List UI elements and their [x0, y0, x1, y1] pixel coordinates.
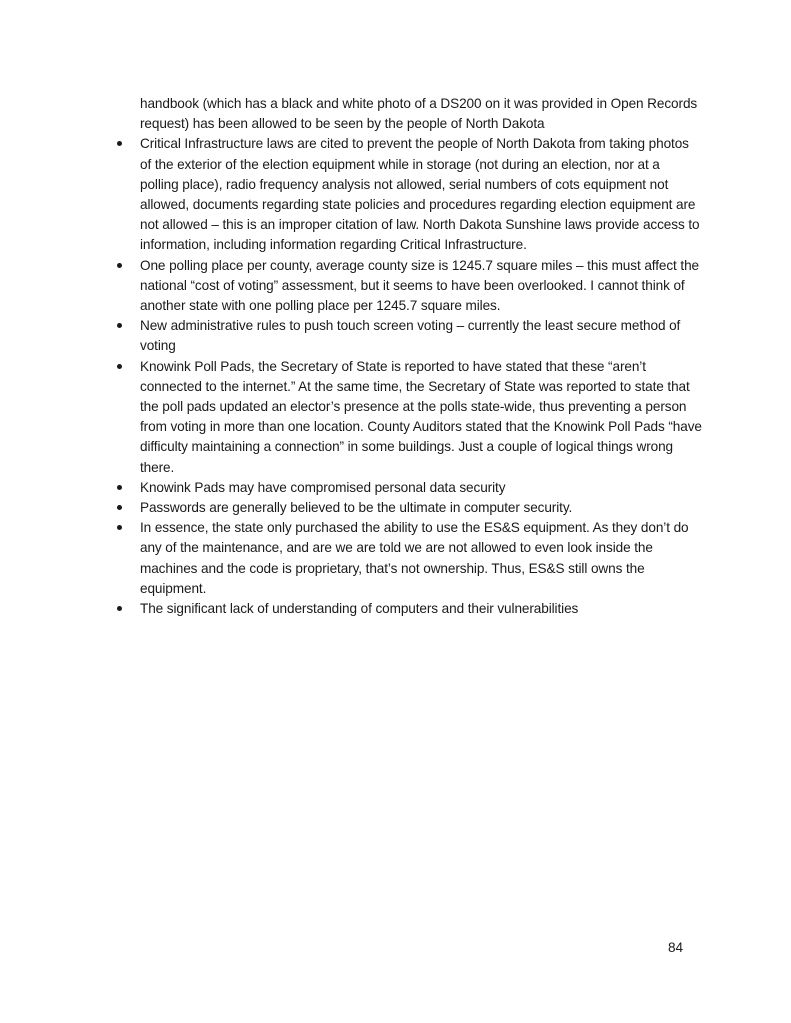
bullet-icon [117, 505, 122, 510]
bullet-icon [117, 263, 122, 268]
bullet-list [117, 134, 702, 619]
bullet-icon [117, 525, 122, 530]
list-item: Passwords are generally believed to be the ultimate in computer security. [117, 498, 702, 518]
bullet-icon [117, 364, 122, 369]
bullet-icon [117, 485, 122, 490]
bullet-icon [117, 323, 122, 328]
list-item: In essence, the state only purchased the ability to use the ES&S equipment. As they don’t do any of the maintenance, and are we are told we are not allowed to even look inside the machines and the code is proprietary, that’s not ownership. Thus, ES&S still owns the equipment. [117, 518, 702, 599]
bullet-icon [117, 141, 122, 146]
list-item: Knowink Poll Pads, the Secretary of State is reported to have stated that these “aren’t connected to the internet.” At the same time, the Secretary of State was reported to state that the poll pads updated an elector’s presence at the polls state-wide, thus preventing a person from voting in more than one location. County Auditors stated that the Knowink Poll Pads “have difficulty maintaining a connection” in some buildings. Just a couple of logical things wrong there. [117, 357, 702, 478]
bullet-icon [117, 606, 122, 611]
list-item: The significant lack of understanding of computers and their vulnerabilities [117, 599, 702, 619]
list-item: New administrative rules to push touch screen voting – currently the least secure method of voting [117, 316, 702, 356]
list-item: One polling place per county, average county size is 1245.7 square miles – this must affect the national “cost of voting” assessment, but it seems to have been overlooked. I cannot think of another state with one polling place per 1245.7 square miles. [117, 256, 702, 317]
continued-paragraph: handbook (which has a black and white photo of a DS200 on it was provided in Open Records request) has been allowed to be seen by the people of North Dakota [140, 96, 698, 132]
page-number: 84 [668, 940, 684, 955]
list-item: Knowink Pads may have compromised personal data security [117, 478, 702, 498]
list-item: Critical Infrastructure laws are cited to prevent the people of North Dakota from taking photos of the exterior of the election equipment while in storage (not during an election, nor at a polling place), radio frequency analysis not allowed, serial numbers of cots equipment not allowed, documents regarding state policies and procedures regarding election equipment are not allowed – this is an improper citation of law. North Dakota Sunshine laws provide access to information, including information regarding Critical Infrastructure. [117, 134, 702, 255]
page-content [117, 94, 702, 619]
